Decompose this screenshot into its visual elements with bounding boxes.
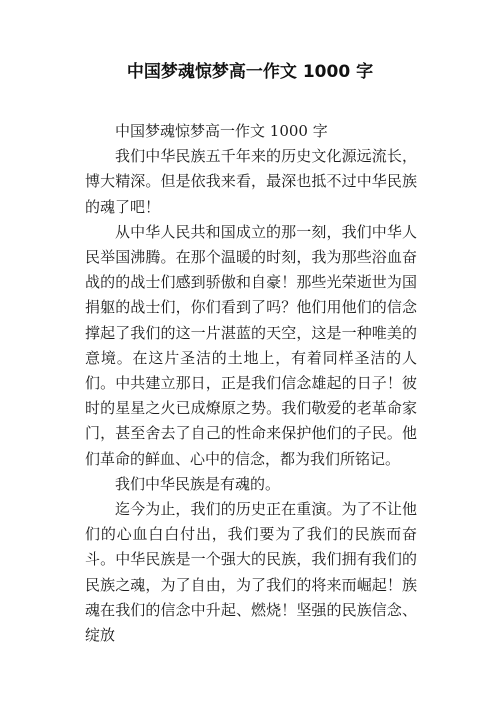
paragraph: 我们中华民族是有魂的。 bbox=[115, 474, 281, 493]
paragraph: 我们中华民族五千年来的历史文化源远流长，博大精深。但是依我来看，最深也抵不过中华民族的魂了吧！ bbox=[85, 147, 417, 216]
paragraph-subtitle: 中国梦魂惊梦高一作文 1000 字 bbox=[115, 122, 328, 140]
document-title: 中国梦魂惊梦高一作文 1000 字 bbox=[126, 62, 374, 82]
paragraph: 迄今为止，我们的历史正在重演。为了不让他们的心血白白付出，我们要为了我们的民族而奋斗。中华民族是一个强大的民族，我们拥有我们的民族之魂，为了自由，为了我们的将来而崛起！族魂在我们的信念中升起、燃烧！坚强的民族信念、绽放 bbox=[85, 500, 417, 645]
document-body bbox=[85, 119, 417, 648]
paragraph: 从中华人民共和国成立的那一刻，我们中华人民举国沸腾。在那个温暖的时刻，我为那些浴血奋战的的战士们感到骄傲和自豪！那些光荣逝世为国捐躯的战士们，你们看到了吗？他们用他们的信念撑起了我们的这一片湛蓝的天空，这是一种唯美的意境。在这片圣洁的土地上，有着同样圣洁的人们。中共建立那日，正是我们信念雄起的日子！彼时的星星之火已成燎原之势。我们敬爱的老革命家门，甚至舍去了自己的性命来保护他们的子民。他们革命的鲜血、心中的信念，都为我们所铭记。 bbox=[85, 222, 417, 468]
